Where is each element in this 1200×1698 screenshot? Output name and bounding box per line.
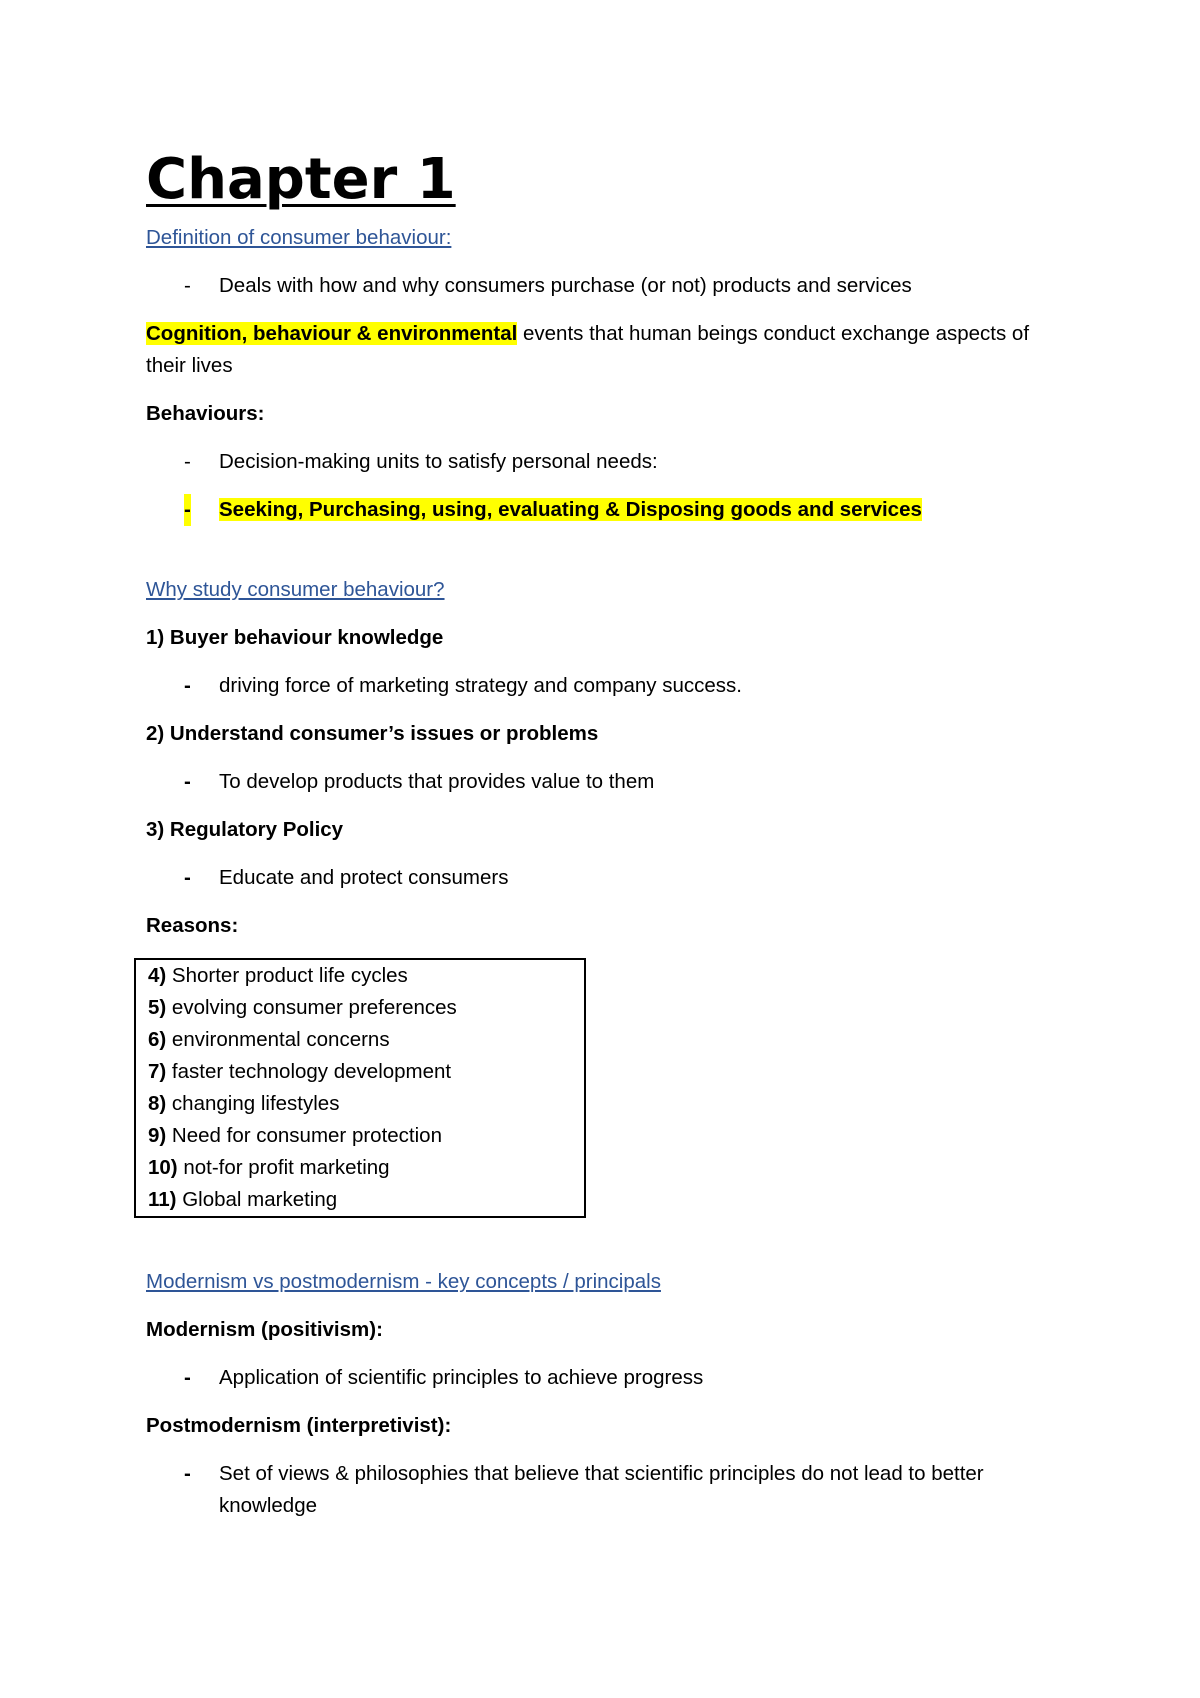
section-heading-modernism: Modernism vs postmodernism - key concepts / principals	[146, 1270, 661, 1293]
list-item	[146, 1458, 1066, 1522]
reason-item	[148, 992, 584, 1024]
reason-text: Shorter product life cycles	[166, 964, 408, 987]
page-title: Chapter 1	[146, 147, 456, 212]
document-content	[146, 146, 1066, 1522]
bullet-text: Seeking, Purchasing, using, evaluating & Disposing goods and services	[219, 498, 922, 521]
modernism-label: Modernism (positivism):	[146, 1318, 383, 1341]
reason-text: not-for profit marketing	[177, 1156, 390, 1179]
reason-item	[148, 1024, 584, 1056]
reason-text: changing lifestyles	[166, 1092, 340, 1115]
reason-item	[148, 1184, 584, 1216]
bullet-dash: -	[184, 866, 191, 889]
reason-item	[148, 1056, 584, 1088]
reason-item	[148, 1152, 584, 1184]
highlighted-text: Cognition, behaviour & environmental	[146, 322, 518, 345]
section-heading-definition: Definition of consumer behaviour:	[146, 226, 452, 249]
section-heading-why-study: Why study consumer behaviour?	[146, 578, 445, 601]
bullet-text: Set of views & philosophies that believe that scientific principles do not lead to better knowledge	[219, 1462, 984, 1517]
reason-text: Global marketing	[176, 1188, 338, 1211]
bullet-text: Deals with how and why consumers purchase (or not) products and services	[219, 274, 912, 297]
paragraph-cognition	[146, 318, 1066, 382]
reason-text: faster technology development	[166, 1060, 452, 1083]
bullet-text: Educate and protect consumers	[219, 866, 509, 889]
reason-number: 9)	[148, 1124, 167, 1147]
bullet-dash: -	[184, 1462, 191, 1485]
reasons-box	[134, 958, 586, 1218]
list-item	[146, 766, 1066, 798]
reason-text: Need for consumer protection	[166, 1124, 442, 1147]
list-item	[146, 446, 1066, 478]
list-item	[146, 270, 1066, 302]
reason-number: 7)	[148, 1060, 167, 1083]
reason-number: 10)	[148, 1156, 178, 1179]
list-item	[146, 1362, 1066, 1394]
list-item	[146, 862, 1066, 894]
bullet-text: To develop products that provides value to them	[219, 770, 655, 793]
reasons-label: Reasons:	[146, 914, 239, 937]
reason-number: 11)	[148, 1188, 177, 1211]
reason-number: 4)	[148, 964, 167, 987]
reason-text: environmental concerns	[166, 1028, 390, 1051]
reason-label: 3) Regulatory Policy	[146, 818, 344, 841]
list-item-highlighted	[146, 494, 1066, 526]
bullet-dash: -	[184, 674, 191, 697]
reason-item	[148, 1088, 584, 1120]
reason-item	[148, 1120, 584, 1152]
bullet-dash: -	[184, 450, 191, 473]
reason-number: 8)	[148, 1092, 167, 1115]
reason-text: evolving consumer preferences	[166, 996, 457, 1019]
bullet-dash: -	[184, 770, 191, 793]
bullet-text: Application of scientific principles to achieve progress	[219, 1366, 704, 1389]
behaviours-label: Behaviours:	[146, 402, 265, 425]
postmodernism-label: Postmodernism (interpretivist):	[146, 1414, 452, 1437]
bullet-dash: -	[184, 494, 191, 526]
reason-number: 6)	[148, 1028, 167, 1051]
bullet-dash: -	[184, 274, 191, 297]
reason-label: 1) Buyer behaviour knowledge	[146, 626, 444, 649]
bullet-dash: -	[184, 1366, 191, 1389]
reason-item	[148, 960, 584, 992]
bullet-text: Decision-making units to satisfy personal needs:	[219, 450, 658, 473]
list-item	[146, 670, 1066, 702]
bullet-text: driving force of marketing strategy and company success.	[219, 674, 742, 697]
reason-label: 2) Understand consumer’s issues or problems	[146, 722, 599, 745]
paragraph-text: events that human beings conduct exchange aspects of their lives	[146, 322, 1030, 377]
reason-number: 5)	[148, 996, 167, 1019]
